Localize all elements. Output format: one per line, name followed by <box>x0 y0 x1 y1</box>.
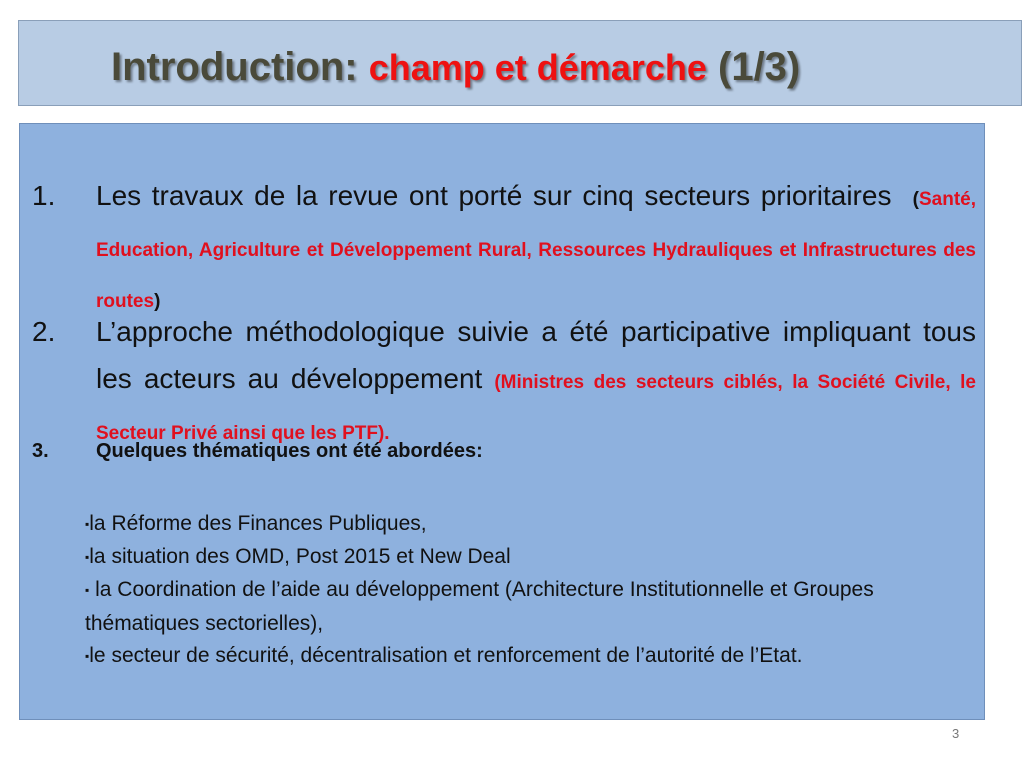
bullet-icon: ▪ <box>85 517 90 531</box>
theme-item <box>85 639 965 673</box>
title-page-indicator: (1/3) <box>718 45 801 89</box>
page-number: 3 <box>952 726 960 741</box>
title-main: Introduction: <box>111 45 358 89</box>
content-panel <box>19 123 985 720</box>
slide-title <box>111 43 800 92</box>
bullet-icon: ▪ <box>85 649 90 663</box>
paren-close: ) <box>154 291 161 312</box>
item-highlight: (Ministres des secteurs ciblés, la Société Civile, le Secteur Privé ainsi que les PTF). <box>96 372 977 444</box>
title-banner <box>18 20 1022 106</box>
theme-text: la situation des OMD, Post 2015 et New Deal <box>89 545 511 568</box>
theme-text: le secteur de sécurité, décentralisation et renforcement de l’autorité de l’Etat. <box>89 644 803 667</box>
theme-text: la Réforme des Finances Publiques, <box>89 512 427 535</box>
list-item-number: 2. <box>32 316 56 347</box>
bullet-icon: ▪ <box>85 583 90 597</box>
list-item-1 <box>32 172 976 325</box>
theme-item <box>85 573 965 640</box>
theme-item <box>85 507 965 541</box>
list-item-number: 1. <box>32 180 56 211</box>
list-item-number: 3. <box>32 440 49 462</box>
paren-open: ( <box>912 189 919 210</box>
list-item-text <box>96 172 976 325</box>
title-highlight: champ et démarche <box>368 47 707 88</box>
item-highlight: Santé, Education, Agriculture et Développement Rural, Ressources Hydrauliques et Infrastructures des routes <box>96 189 977 312</box>
theme-item <box>85 540 965 574</box>
list-item-text <box>96 308 976 457</box>
item-text: Les travaux de la revue ont porté sur cinq secteurs prioritaires <box>96 180 892 211</box>
list-item-text: Quelques thématiques ont été abordées: <box>96 440 483 462</box>
theme-text: la Coordination de l’aide au développement (Architecture Institutionnelle et Groupes thématiques sectorielles), <box>85 578 874 635</box>
bullet-icon: ▪ <box>85 550 90 564</box>
item-text: L’approche méthodologique suivie a été participative impliquant tous les acteurs au développement <box>96 316 976 394</box>
list-item-2 <box>32 308 976 457</box>
